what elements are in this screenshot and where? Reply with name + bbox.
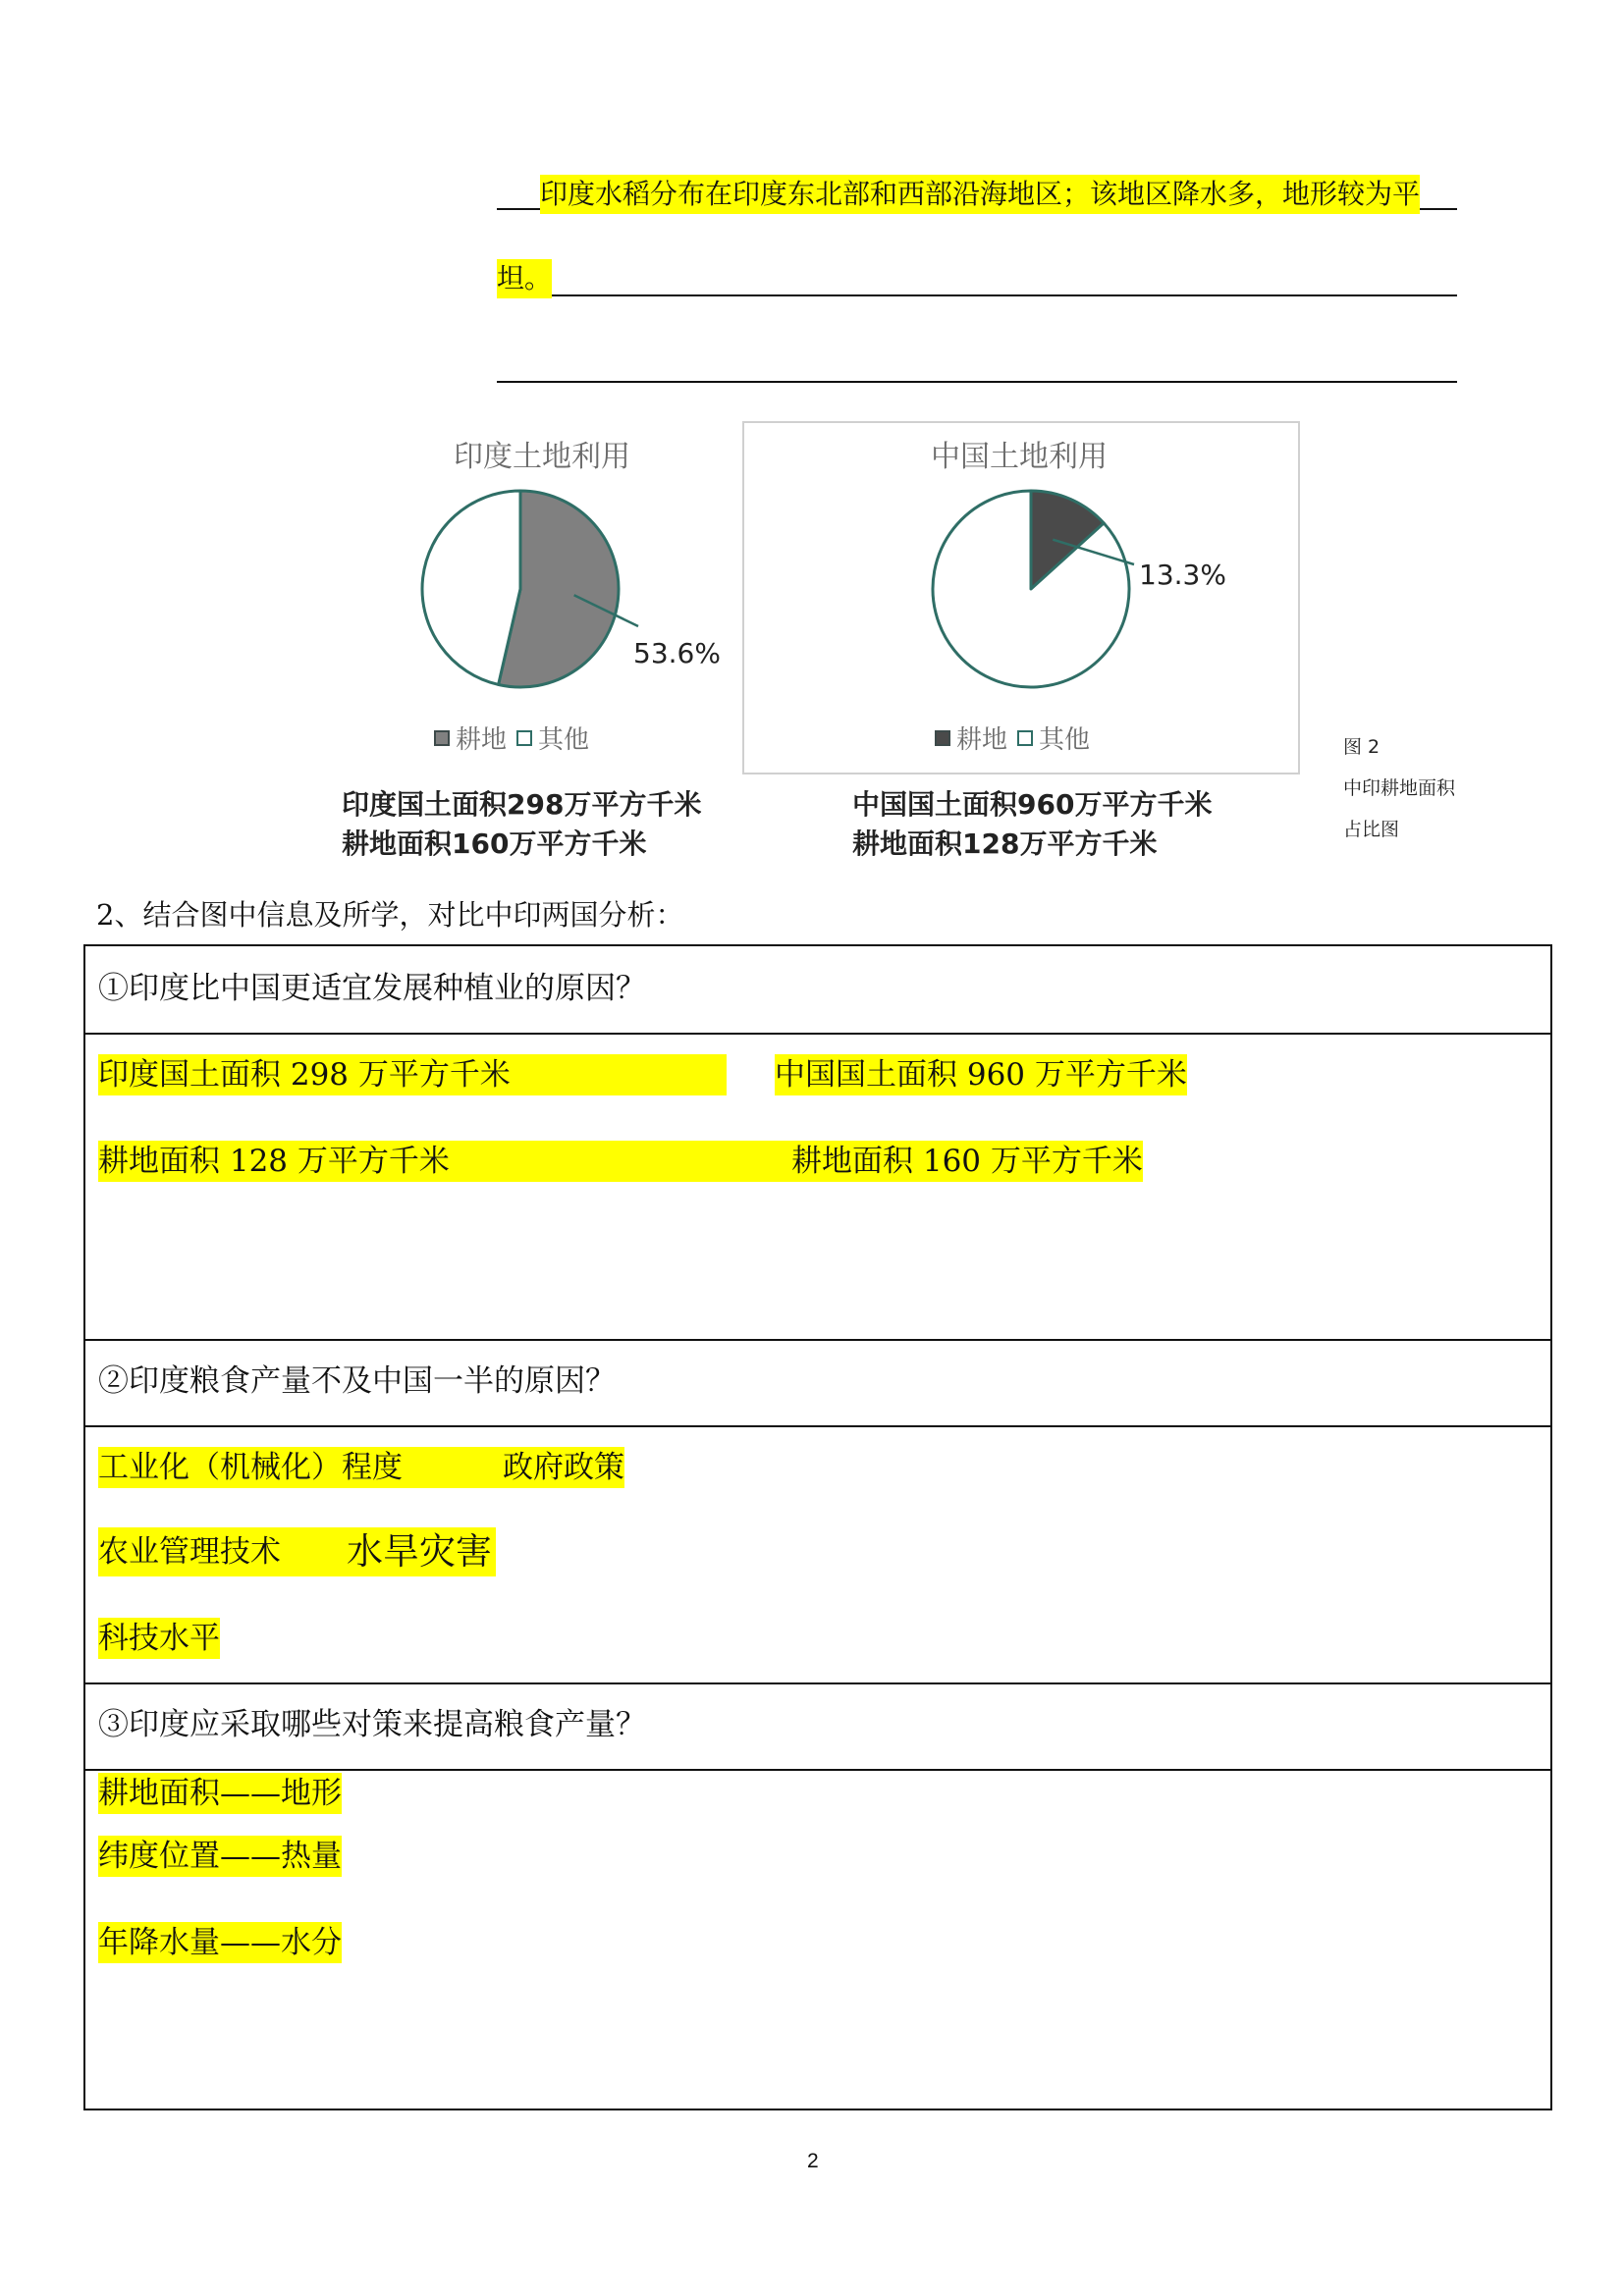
india-pct-label: 53.6% xyxy=(633,637,721,669)
china-pie-slices xyxy=(933,491,1129,687)
q2-answer-1-right: 政府政策 xyxy=(503,1447,624,1488)
q3-answer-2: 纬度位置——热量 xyxy=(98,1836,342,1877)
figure-label-line-2: 中印耕地面积 xyxy=(1343,777,1456,799)
q2-answer-2-right: 水旱灾害 xyxy=(347,1527,496,1576)
india-chart-title: 印度土地利用 xyxy=(454,440,630,474)
q1-answer-1-left: 印度国土面积 298 万平方千米 xyxy=(98,1054,727,1095)
china-legend xyxy=(935,720,1090,756)
q1-answer-2-left: 耕地面积 128 万平方千米 xyxy=(98,1141,791,1182)
q2-prompt-row xyxy=(85,1341,1550,1427)
china-caption-line-1: 中国国土面积960万平方千米 xyxy=(852,788,1213,821)
q3-answer-area xyxy=(85,1771,1550,2109)
legend-swatch-farmland xyxy=(935,730,950,746)
question-intro: 2、结合图中信息及所学，对比中印两国分析： xyxy=(96,898,684,932)
china-legend-other: 其他 xyxy=(1039,725,1091,755)
china-pie-chart xyxy=(893,471,1247,707)
india-legend-other: 其他 xyxy=(538,725,590,755)
answer-text-line-1: 印度水稻分布在印度东北部和西部沿海地区；该地区降水多，地形较为平 xyxy=(540,175,1420,214)
q2-answer-1-left: 工业化（机械化）程度 xyxy=(98,1447,503,1488)
china-chart-title: 中国土地利用 xyxy=(931,440,1108,474)
figure-label-line-1: 图 2 xyxy=(1343,736,1380,758)
pie-slice-other xyxy=(422,491,520,684)
q3-answer-3: 年降水量——水分 xyxy=(98,1922,342,1963)
q1-answer-1-right: 中国国土面积 960 万平方千米 xyxy=(775,1054,1187,1095)
legend-swatch-farmland xyxy=(434,730,450,746)
china-caption-line-2: 耕地面积128万平方千米 xyxy=(852,828,1158,860)
answer-text-line-2: 坦。 xyxy=(497,259,552,298)
q3-prompt: ③印度应采取哪些对策来提高粮食产量？ xyxy=(98,1707,646,1742)
q2-answer-row xyxy=(85,1427,1550,1684)
legend-swatch-other xyxy=(1017,730,1033,746)
q3-answer-1: 耕地面积——地形 xyxy=(98,1773,342,1814)
q1-answer-2-right: 耕地面积 160 万平方千米 xyxy=(791,1141,1143,1182)
india-caption-line-2: 耕地面积160万平方千米 xyxy=(342,828,647,860)
q2-answer-2-left: 农业管理技术 xyxy=(98,1527,347,1576)
q2-prompt: ②印度粮食产量不及中国一半的原因？ xyxy=(98,1363,616,1399)
q1-prompt-row xyxy=(85,946,1550,1035)
india-legend xyxy=(434,720,589,756)
india-pie-chart xyxy=(393,471,721,707)
answer-line-2 xyxy=(497,294,1457,296)
q1-prompt: ①印度比中国更适宜发展种植业的原因？ xyxy=(98,971,646,1006)
q2-answer-3: 科技水平 xyxy=(98,1618,220,1659)
q3-prompt-row xyxy=(85,1684,1550,1771)
q1-answer-row xyxy=(85,1035,1550,1341)
china-legend-farmland: 耕地 xyxy=(956,725,1008,755)
legend-swatch-other xyxy=(516,730,532,746)
china-pct-label: 13.3% xyxy=(1139,559,1226,591)
answer-line-3 xyxy=(497,381,1457,383)
page-number: 2 xyxy=(807,2150,819,2172)
answer-table xyxy=(83,944,1552,2110)
india-caption-line-1: 印度国土面积298万平方千米 xyxy=(342,788,702,821)
figure-label-line-3: 占比图 xyxy=(1343,819,1400,840)
india-legend-farmland: 耕地 xyxy=(456,725,508,755)
india-pie-slices xyxy=(422,491,619,687)
